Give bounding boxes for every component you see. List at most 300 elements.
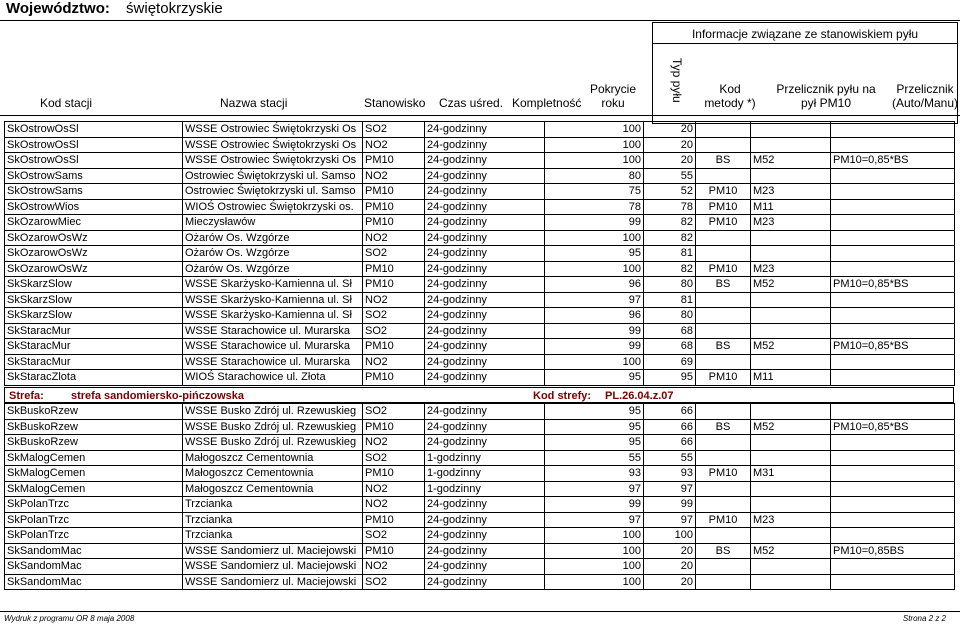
cell-kompletnosc: 100: [545, 261, 644, 277]
cell-kompletnosc: 95: [545, 246, 644, 262]
cell-kompletnosc: 100: [545, 574, 644, 590]
cell-kod-stacji: SkBuskoRzew: [5, 419, 183, 435]
table-row: [5, 277, 955, 293]
cell-kod-stacji: SkSandomMac: [5, 574, 183, 590]
cell-kod-metody: [751, 404, 831, 420]
col-header-stanowisko: Stanowisko: [364, 96, 426, 110]
cell-czas: 24-godzinny: [425, 543, 545, 559]
cell-kod-metody: [751, 246, 831, 262]
cell-kompletnosc: 80: [545, 168, 644, 184]
table-row: [5, 559, 955, 575]
cell-czas: 24-godzinny: [425, 215, 545, 231]
cell-typ-pylu: PM10: [696, 370, 751, 386]
cell-kod-stacji: SkStaracZlota: [5, 370, 183, 386]
cell-typ-pylu: [696, 168, 751, 184]
title-divider: [0, 20, 960, 21]
zone-code: PL.26.04.z.07: [605, 390, 674, 402]
cell-pokrycie: 20: [644, 543, 696, 559]
cell-kod-stacji: SkOstrowSams: [5, 168, 183, 184]
table-row: [5, 435, 955, 451]
cell-czas: 24-godzinny: [425, 559, 545, 575]
table-row: [5, 246, 955, 262]
cell-typ-pylu: [696, 450, 751, 466]
page-title: [6, 0, 223, 18]
cell-kod-stacji: SkOstrowSams: [5, 184, 183, 200]
cell-stanowisko: PM10: [363, 215, 425, 231]
table-row: [5, 199, 955, 215]
cell-kod-stacji: SkSkarzSlow: [5, 292, 183, 308]
cell-kod-stacji: SkOzarowOsWz: [5, 261, 183, 277]
cell-kod-metody: M23: [751, 512, 831, 528]
cell-przelicznik: PM10=0,85*BS: [831, 277, 955, 293]
cell-kod-metody: [751, 308, 831, 324]
table-row: [5, 308, 955, 324]
cell-typ-pylu: [696, 137, 751, 153]
cell-pokrycie: 93: [644, 466, 696, 482]
cell-kompletnosc: 95: [545, 419, 644, 435]
cell-stanowisko: NO2: [363, 435, 425, 451]
cell-pokrycie: 82: [644, 261, 696, 277]
cell-nazwa-stacji: WSSE Skarżysko-Kamienna ul. Sł: [183, 308, 363, 324]
cell-kompletnosc: 78: [545, 199, 644, 215]
cell-kod-metody: [751, 481, 831, 497]
cell-kod-metody: M52: [751, 419, 831, 435]
cell-nazwa-stacji: Ostrowiec Świętokrzyski ul. Samso: [183, 168, 363, 184]
cell-kod-metody: M52: [751, 277, 831, 293]
cell-przelicznik: [831, 528, 955, 544]
cell-kod-metody: [751, 230, 831, 246]
cell-typ-pylu: [696, 481, 751, 497]
cell-pokrycie: 81: [644, 292, 696, 308]
cell-kompletnosc: 96: [545, 277, 644, 293]
cell-kompletnosc: 99: [545, 339, 644, 355]
cell-kod-metody: [751, 435, 831, 451]
cell-stanowisko: NO2: [363, 137, 425, 153]
cell-stanowisko: SO2: [363, 122, 425, 138]
cell-typ-pylu: [696, 292, 751, 308]
cell-pokrycie: 20: [644, 559, 696, 575]
cell-czas: 24-godzinny: [425, 230, 545, 246]
cell-nazwa-stacji: WIOŚ Ostrowiec Świętokrzyski os.: [183, 199, 363, 215]
cell-pokrycie: 55: [644, 450, 696, 466]
cell-kompletnosc: 55: [545, 450, 644, 466]
cell-pokrycie: 69: [644, 354, 696, 370]
cell-przelicznik: [831, 137, 955, 153]
cell-kod-stacji: SkStaracMur: [5, 354, 183, 370]
col-header-przelicznik-line2: pył PM10: [800, 96, 852, 110]
cell-kod-metody: [751, 574, 831, 590]
cell-typ-pylu: [696, 354, 751, 370]
cell-typ-pylu: [696, 528, 751, 544]
cell-czas: 24-godzinny: [425, 339, 545, 355]
cell-kod-stacji: SkOstrowOsSl: [5, 122, 183, 138]
cell-przelicznik: [831, 122, 955, 138]
table-row: [5, 466, 955, 482]
cell-stanowisko: NO2: [363, 292, 425, 308]
cell-stanowisko: SO2: [363, 323, 425, 339]
voivodeship-value: świętokrzyskie: [126, 0, 223, 17]
cell-typ-pylu: [696, 308, 751, 324]
col-header-przelicznik: [766, 82, 886, 110]
cell-kod-metody: M11: [751, 370, 831, 386]
cell-typ-pylu: [696, 122, 751, 138]
cell-nazwa-stacji: WIOŚ Starachowice ul. Złota: [183, 370, 363, 386]
col-header-kompletnosc: Kompletność: [512, 96, 582, 110]
col-header-pokrycie-line2: roku: [601, 96, 625, 110]
cell-typ-pylu: BS: [696, 543, 751, 559]
table-row: [5, 528, 955, 544]
cell-kod-metody: [751, 528, 831, 544]
col-header-pokrycie-line1: Pokrycie: [589, 82, 636, 96]
table-row: [5, 261, 955, 277]
cell-pokrycie: 20: [644, 153, 696, 169]
cell-pokrycie: 80: [644, 308, 696, 324]
stations-table-zone: [4, 403, 955, 590]
cell-przelicznik: [831, 308, 955, 324]
cell-czas: 24-godzinny: [425, 574, 545, 590]
cell-czas: 24-godzinny: [425, 497, 545, 513]
cell-przelicznik: [831, 512, 955, 528]
cell-pokrycie: 66: [644, 404, 696, 420]
cell-przelicznik: [831, 215, 955, 231]
cell-przelicznik: [831, 466, 955, 482]
cell-kompletnosc: 93: [545, 466, 644, 482]
cell-kod-stacji: SkSkarzSlow: [5, 308, 183, 324]
cell-pokrycie: 20: [644, 574, 696, 590]
cell-pokrycie: 20: [644, 137, 696, 153]
col-header-kod-metody-line2: metody *): [704, 96, 756, 110]
cell-pokrycie: 100: [644, 528, 696, 544]
cell-kod-metody: M31: [751, 466, 831, 482]
cell-przelicznik: PM10=0,85BS: [831, 543, 955, 559]
cell-kod-metody: [751, 292, 831, 308]
cell-kod-stacji: SkSandomMac: [5, 543, 183, 559]
cell-kompletnosc: 97: [545, 512, 644, 528]
cell-kod-stacji: SkPolanTrzc: [5, 497, 183, 513]
zone-name: strefa sandomiersko-pińczowska: [71, 390, 245, 402]
cell-kod-metody: M23: [751, 184, 831, 200]
cell-pokrycie: 80: [644, 277, 696, 293]
cell-nazwa-stacji: WSSE Busko Zdrój ul. Rzewuskieg: [183, 419, 363, 435]
cell-czas: 24-godzinny: [425, 435, 545, 451]
cell-typ-pylu: [696, 404, 751, 420]
cell-pokrycie: 95: [644, 370, 696, 386]
cell-typ-pylu: BS: [696, 277, 751, 293]
table-row: [5, 215, 955, 231]
cell-kod-metody: [751, 323, 831, 339]
col-header-czas: Czas uśred.: [439, 96, 504, 110]
info-group-divider: [652, 43, 958, 44]
cell-przelicznik: PM10=0,85*BS: [831, 419, 955, 435]
table-row: [5, 543, 955, 559]
table-row: [5, 497, 955, 513]
cell-kompletnosc: 100: [545, 153, 644, 169]
header-divider: [0, 115, 960, 116]
cell-nazwa-stacji: Małogoszcz Cementownia: [183, 481, 363, 497]
cell-kod-metody: [751, 168, 831, 184]
cell-kompletnosc: 97: [545, 292, 644, 308]
cell-przelicznik: [831, 481, 955, 497]
table-row: [5, 450, 955, 466]
col-header-nazwa-stacji: Nazwa stacji: [220, 96, 288, 110]
cell-przelicznik: [831, 497, 955, 513]
cell-stanowisko: SO2: [363, 450, 425, 466]
cell-nazwa-stacji: WSSE Sandomierz ul. Maciejowski: [183, 574, 363, 590]
col-header-auto-manu: [890, 82, 960, 110]
cell-typ-pylu: [696, 559, 751, 575]
cell-przelicznik: [831, 370, 955, 386]
cell-kod-stacji: SkOzarowOsWz: [5, 246, 183, 262]
cell-kompletnosc: 75: [545, 184, 644, 200]
cell-kompletnosc: 100: [545, 543, 644, 559]
cell-stanowisko: NO2: [363, 230, 425, 246]
cell-nazwa-stacji: Ożarów Os. Wzgórze: [183, 230, 363, 246]
cell-kod-metody: M52: [751, 543, 831, 559]
cell-kod-metody: M52: [751, 339, 831, 355]
table-row: [5, 574, 955, 590]
table-row: [5, 323, 955, 339]
cell-czas: 24-godzinny: [425, 199, 545, 215]
table-row: [5, 481, 955, 497]
cell-czas: 24-godzinny: [425, 277, 545, 293]
cell-pokrycie: 66: [644, 419, 696, 435]
cell-kod-stacji: SkOstrowOsSl: [5, 153, 183, 169]
cell-kompletnosc: 95: [545, 404, 644, 420]
cell-stanowisko: PM10: [363, 466, 425, 482]
cell-kompletnosc: 95: [545, 435, 644, 451]
voivodeship-label: Województwo:: [6, 0, 110, 17]
cell-typ-pylu: BS: [696, 339, 751, 355]
cell-kod-metody: [751, 450, 831, 466]
cell-kompletnosc: 99: [545, 323, 644, 339]
cell-pokrycie: 82: [644, 230, 696, 246]
cell-czas: 24-godzinny: [425, 308, 545, 324]
zone-row: [4, 387, 954, 403]
cell-kod-stacji: SkPolanTrzc: [5, 512, 183, 528]
cell-stanowisko: NO2: [363, 168, 425, 184]
footer-print-info: Wydruk z programu OR 8 maja 2008: [4, 614, 135, 623]
cell-pokrycie: 68: [644, 323, 696, 339]
table-row: [5, 122, 955, 138]
cell-kompletnosc: 100: [545, 354, 644, 370]
cell-stanowisko: PM10: [363, 370, 425, 386]
table-row: [5, 404, 955, 420]
cell-nazwa-stacji: WSSE Skarżysko-Kamienna ul. Sł: [183, 277, 363, 293]
cell-kompletnosc: 100: [545, 230, 644, 246]
cell-przelicznik: [831, 435, 955, 451]
table-row: [5, 137, 955, 153]
cell-czas: 24-godzinny: [425, 354, 545, 370]
cell-nazwa-stacji: WSSE Skarżysko-Kamienna ul. Sł: [183, 292, 363, 308]
cell-typ-pylu: PM10: [696, 512, 751, 528]
cell-stanowisko: SO2: [363, 404, 425, 420]
table-row: [5, 339, 955, 355]
cell-przelicznik: [831, 261, 955, 277]
cell-pokrycie: 81: [644, 246, 696, 262]
cell-kod-metody: [751, 354, 831, 370]
cell-stanowisko: NO2: [363, 354, 425, 370]
col-header-kod-metody-line1: Kod: [719, 82, 741, 96]
cell-czas: 24-godzinny: [425, 122, 545, 138]
cell-czas: 24-godzinny: [425, 261, 545, 277]
cell-nazwa-stacji: WSSE Ostrowiec Świętokrzyski Os: [183, 122, 363, 138]
cell-stanowisko: PM10: [363, 184, 425, 200]
cell-stanowisko: SO2: [363, 246, 425, 262]
cell-przelicznik: PM10=0,85*BS: [831, 339, 955, 355]
cell-kompletnosc: 99: [545, 215, 644, 231]
cell-czas: 24-godzinny: [425, 419, 545, 435]
cell-stanowisko: PM10: [363, 543, 425, 559]
cell-typ-pylu: [696, 435, 751, 451]
cell-przelicznik: [831, 230, 955, 246]
cell-przelicznik: [831, 246, 955, 262]
cell-nazwa-stacji: WSSE Starachowice ul. Murarska: [183, 323, 363, 339]
table-row: [5, 354, 955, 370]
cell-kod-metody: [751, 137, 831, 153]
cell-czas: 24-godzinny: [425, 292, 545, 308]
cell-nazwa-stacji: WSSE Ostrowiec Świętokrzyski Os: [183, 137, 363, 153]
cell-nazwa-stacji: Małogoszcz Cementownia: [183, 450, 363, 466]
cell-czas: 24-godzinny: [425, 184, 545, 200]
col-header-auto-manu-line1: Przelicznik: [896, 82, 954, 96]
cell-przelicznik: [831, 292, 955, 308]
cell-kompletnosc: 96: [545, 308, 644, 324]
cell-czas: 1-godzinny: [425, 466, 545, 482]
zone-code-label: Kod strefy:: [533, 390, 592, 402]
cell-pokrycie: 52: [644, 184, 696, 200]
cell-kod-stacji: SkBuskoRzew: [5, 435, 183, 451]
col-header-typ-pylu-text: Typ pyłu: [670, 58, 684, 103]
cell-czas: 24-godzinny: [425, 137, 545, 153]
cell-pokrycie: 97: [644, 481, 696, 497]
cell-kompletnosc: 95: [545, 370, 644, 386]
cell-przelicznik: [831, 168, 955, 184]
cell-przelicznik: [831, 574, 955, 590]
cell-przelicznik: [831, 199, 955, 215]
cell-przelicznik: [831, 559, 955, 575]
cell-kompletnosc: 99: [545, 497, 644, 513]
stations-table: [4, 121, 955, 386]
cell-kod-metody: M23: [751, 261, 831, 277]
cell-stanowisko: PM10: [363, 277, 425, 293]
cell-typ-pylu: PM10: [696, 199, 751, 215]
cell-pokrycie: 97: [644, 512, 696, 528]
cell-czas: 24-godzinny: [425, 512, 545, 528]
cell-typ-pylu: BS: [696, 419, 751, 435]
cell-kompletnosc: 100: [545, 528, 644, 544]
cell-kod-metody: M23: [751, 215, 831, 231]
col-header-kod-stacji: Kod stacji: [40, 96, 93, 110]
table-row: [5, 184, 955, 200]
cell-nazwa-stacji: Ostrowiec Świętokrzyski ul. Samso: [183, 184, 363, 200]
cell-typ-pylu: [696, 323, 751, 339]
cell-pokrycie: 55: [644, 168, 696, 184]
cell-pokrycie: 20: [644, 122, 696, 138]
cell-czas: 1-godzinny: [425, 450, 545, 466]
table-row: [5, 230, 955, 246]
cell-typ-pylu: [696, 574, 751, 590]
cell-nazwa-stacji: WSSE Sandomierz ul. Maciejowski: [183, 559, 363, 575]
cell-czas: 24-godzinny: [425, 370, 545, 386]
cell-kod-stacji: SkSandomMac: [5, 559, 183, 575]
cell-stanowisko: NO2: [363, 481, 425, 497]
cell-czas: 24-godzinny: [425, 404, 545, 420]
cell-kod-stacji: SkOzarowOsWz: [5, 230, 183, 246]
cell-nazwa-stacji: Ożarów Os. Wzgórze: [183, 246, 363, 262]
cell-pokrycie: 66: [644, 435, 696, 451]
cell-nazwa-stacji: WSSE Starachowice ul. Murarska: [183, 354, 363, 370]
table-row: [5, 512, 955, 528]
cell-typ-pylu: PM10: [696, 466, 751, 482]
cell-typ-pylu: [696, 230, 751, 246]
cell-kod-metody: [751, 497, 831, 513]
cell-stanowisko: PM10: [363, 512, 425, 528]
cell-kod-stacji: SkBuskoRzew: [5, 404, 183, 420]
cell-kod-stacji: SkMalogCemen: [5, 481, 183, 497]
cell-stanowisko: PM10: [363, 153, 425, 169]
cell-stanowisko: SO2: [363, 308, 425, 324]
col-header-kod-metody: [700, 82, 760, 110]
cell-kod-stacji: SkPolanTrzc: [5, 528, 183, 544]
cell-stanowisko: NO2: [363, 559, 425, 575]
cell-kod-metody: [751, 559, 831, 575]
cell-kompletnosc: 100: [545, 122, 644, 138]
cell-przelicznik: [831, 354, 955, 370]
cell-czas: 24-godzinny: [425, 153, 545, 169]
cell-nazwa-stacji: WSSE Starachowice ul. Murarska: [183, 339, 363, 355]
cell-przelicznik: [831, 404, 955, 420]
cell-kod-stacji: SkStaracMur: [5, 323, 183, 339]
cell-czas: 1-godzinny: [425, 481, 545, 497]
cell-kod-stacji: SkOstrowOsSl: [5, 137, 183, 153]
cell-czas: 24-godzinny: [425, 528, 545, 544]
col-header-typ-pylu: [664, 58, 690, 103]
cell-kod-stacji: SkSkarzSlow: [5, 277, 183, 293]
cell-nazwa-stacji: Trzcianka: [183, 528, 363, 544]
zone-label: Strefa:: [9, 390, 44, 402]
cell-typ-pylu: PM10: [696, 215, 751, 231]
cell-kod-metody: M52: [751, 153, 831, 169]
cell-pokrycie: 99: [644, 497, 696, 513]
cell-stanowisko: SO2: [363, 528, 425, 544]
cell-nazwa-stacji: WSSE Ostrowiec Świętokrzyski Os: [183, 153, 363, 169]
cell-przelicznik: PM10=0,85*BS: [831, 153, 955, 169]
cell-typ-pylu: BS: [696, 153, 751, 169]
col-header-przelicznik-line1: Przelicznik pyłu na: [776, 82, 876, 96]
col-header-pokrycie: [588, 82, 638, 110]
cell-typ-pylu: [696, 246, 751, 262]
info-group-title: Informacje związane ze stanowiskiem pyłu: [691, 27, 919, 41]
footer-page-number: Strona 2 z 2: [902, 614, 946, 623]
cell-kod-metody: [751, 122, 831, 138]
cell-stanowisko: PM10: [363, 199, 425, 215]
cell-kompletnosc: 97: [545, 481, 644, 497]
cell-nazwa-stacji: Trzcianka: [183, 512, 363, 528]
cell-stanowisko: PM10: [363, 261, 425, 277]
cell-typ-pylu: PM10: [696, 261, 751, 277]
cell-kod-metody: M11: [751, 199, 831, 215]
cell-typ-pylu: [696, 497, 751, 513]
cell-nazwa-stacji: Mieczysławów: [183, 215, 363, 231]
col-header-auto-manu-line2: (Auto/Manu): [891, 96, 959, 110]
table-row: [5, 419, 955, 435]
cell-stanowisko: PM10: [363, 339, 425, 355]
cell-kod-stacji: SkMalogCemen: [5, 466, 183, 482]
table-row: [5, 370, 955, 386]
cell-kompletnosc: 100: [545, 137, 644, 153]
table-row: [5, 292, 955, 308]
cell-nazwa-stacji: WSSE Busko Zdrój ul. Rzewuskieg: [183, 435, 363, 451]
